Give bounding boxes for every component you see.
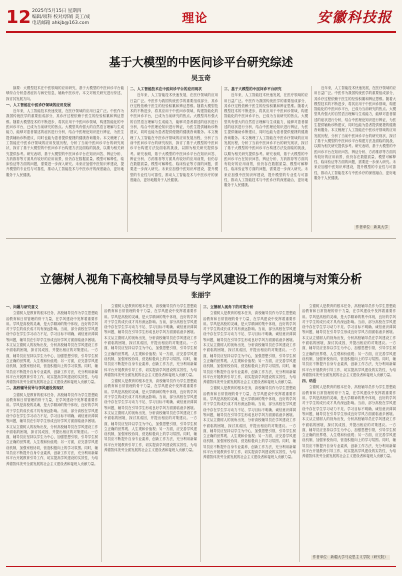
issue-meta-line: 编辑/项科 校对/郭娟 美工/成 <box>32 15 91 20</box>
column-divider <box>311 86 312 232</box>
body-text: 立德树人是教育的根本任务，高校辅导员作为学生思想政治教育和日常管理的骨干力量，在学风建设中发挥着重要作用。学风是高校的灵魂，是大学精神的集中体现，良好的学风对于学生的成长成才具有深远影响。当前，部分高校在学风建设中存在学生学习动力不足、学习目标不明确、诚信意识薄弱等问题，辅导员在引导学生形成良好学风方面面临诸多困境。本文从立德树人的视角出发，分析高校辅导员在学风建设工作中面临的困境，探讨其成因，并提出相应的对策建议。一方面，辅导员应坚持以学生为中心，加强思想引领，引导学生树立正确的世界观、人生观和价值观；另一方面，应完善学风建设机制，加强家校协同，营造积极向上的学习氛围。同时，辅导员应不断提升自身专业素养，创新工作方法，充分利用新媒体平台开展教育引导工作，切实提高学风建设的实效性，为培养德智体美劳全面发展的社会主义建设者和接班人贡献力量。 <box>302 385 396 459</box>
body-text: 近年来，人工智能技术快速发展，在医疗领域的应用日益广泛。中医作为我国传统医学的重要组成部分，其诊疗过程依赖于医生的经验积累和辨证思维。随着大模型技术的不断进步，将其应用于中医问诊领域，构建智能化的中医问诊平台，已成为当前研究的热点。大模型具有强大的自然语言理解与生成能力，能够对患者描述的症状进行分析，结合中医理论知识进行辨证，为医生提供辅助诊断建议，同时也能为患者提供便捷的健康咨询服务。本文梳理了人工智能在中医诊疗领域的应用发展历程，分析了当前中医问诊平台的研究现状，探讨了基于大模型的中医问诊平台构建方法及面临的挑战，以期为相关研究提供参考。研究表明，基于大模型的中医问诊平台在知识问答、辨证分析、方药推荐等方面具有较好的应用前景，但仍存在数据质量、模型可解释性、临床验证等方面的问题，需要进一步深入研究。未来应加强中医知识库建设，提升模型的专业性与可靠性，推动人工智能技术与中医诊疗的深度融合，更好地服务于人民健康。 <box>6 109 124 177</box>
newspaper-page <box>6 6 396 570</box>
article1-author: 吴玉奇 <box>191 74 211 82</box>
subheading: 一、人工智能在中医诊疗领域的应用发展 <box>6 102 71 107</box>
column-divider <box>299 304 300 562</box>
body-text: 近年来，人工智能技术快速发展，在医疗领域的应用日益广泛。中医作为我国传统医学的重要组成部分，其诊疗过程依赖于医生的经验积累和辨证思维。随着大模型技术的不断进步，将其应用于中医问诊领域，构建智能化的中医问诊平台，已成为当前研究的热点。大模型具有强大的自然语言理解与生成能力，能够对患者描述的症状进行分析，结合中医理论知识进行辨证，为医生提供辅助诊断建议，同时也能为患者提供便捷的健康咨询服务。本文梳理了人工智能在中医诊疗领域的应用发展历程，分析了当前中医问诊平台的研究现状，探讨了基于大模型的中医问诊平台构建方法及面临的挑战，以期为相关研究提供参考。研究表明，基于大模型的中医问诊平台在知识问答、辨证分析、方药推荐等方面具有较好的应用前景，但仍存在数据质量、模型可解释性、临床验证等方面的问题，需要进一步深入研究。未来应加强中医知识库建设，提升模型的专业性与可靠性，推动人工智能技术与中医诊疗的深度融合，更好地服务于人民健康。 <box>130 93 218 183</box>
issue-meta-line: 2025年5月15日 星期四 <box>32 9 82 14</box>
subheading: 二、人工智能技术在中医问诊平台的应用现状 <box>130 87 202 91</box>
page-number: 12 <box>6 7 32 28</box>
article2-col4 <box>302 304 396 552</box>
body-text: 近年来，人工智能技术快速发展，在医疗领域的应用日益广泛。中医作为我国传统医学的重要组成部分，其诊疗过程依赖于医生的经验积累和辨证思维。随着大模型技术的不断进步，将其应用于中医问诊领域，构建智能化的中医问诊平台，已成为当前研究的热点。大模型具有强大的自然语言理解与生成能力，能够对患者描述的症状进行分析，结合中医理论知识进行辨证，为医生提供辅助诊断建议，同时也能为患者提供便捷的健康咨询服务。本文梳理了人工智能在中医诊疗领域的应用发展历程，分析了当前中医问诊平台的研究现状，探讨了基于大模型的中医问诊平台构建方法及面临的挑战，以期为相关研究提供参考。研究表明，基于大模型的中医问诊平台在知识问答、辨证分析、方药推荐等方面具有较好的应用前景，但仍存在数据质量、模型可解释性、临床验证等方面的问题，需要进一步深入研究。未来应加强中医知识库建设，提升模型的专业性与可靠性，推动人工智能技术与中医诊疗的深度融合，更好地服务于人民健康。 <box>314 86 396 181</box>
body-text: 立德树人是教育的根本任务，高校辅导员作为学生思想政治教育和日常管理的骨干力量，在学风建设中发挥着重要作用。学风是高校的灵魂，是大学精神的集中体现，良好的学风对于学生的成长成才具有深远影响。当前，部分高校在学风建设中存在学生学习动力不足、学习目标不明确、诚信意识薄弱等问题，辅导员在引导学生形成良好学风方面面临诸多困境。本文从立德树人的视角出发，分析高校辅导员在学风建设工作中面临的困境，探讨其成因，并提出相应的对策建议。一方面，辅导员应坚持以学生为中心，加强思想引领，引导学生树立正确的世界观、人生观和价值观；另一方面，应完善学风建设机制，加强家校协同，营造积极向上的学习氛围。同时，辅导员应不断提升自身专业素养，创新工作方法，充分利用新媒体平台开展教育引导工作，切实提高学风建设的实效性，为培养德智体美劳全面发展的社会主义建设者和接班人贡献力量。 <box>203 386 296 460</box>
subheading: 三、基于大模型的中医问诊平台研究 <box>224 87 282 91</box>
body-text: 立德树人是教育的根本任务，高校辅导员作为学生思想政治教育和日常管理的骨干力量，在学风建设中发挥着重要作用。学风是高校的灵魂，是大学精神的集中体现，良好的学风对于学生的成长成才具有深远影响。当前，部分高校在学风建设中存在学生学习动力不足、学习目标不明确、诚信意识薄弱等问题，辅导员在引导学生形成良好学风方面面临诸多困境。本文从立德树人的视角出发，分析高校辅导员在学风建设工作中面临的困境，探讨其成因，并提出相应的对策建议。一方面，辅导员应坚持以学生为中心，加强思想引领，引导学生树立正确的世界观、人生观和价值观；另一方面，应完善学风建设机制，加强家校协同，营造积极向上的学习氛围。同时，辅导员应不断提升自身专业素养，创新工作方法，充分利用新媒体平台开展教育引导工作，切实提高学风建设的实效性，为培养德智体美劳全面发展的社会主义建设者和接班人贡献力量。 <box>104 304 197 377</box>
body-text: 立德树人是教育的根本任务，高校辅导员作为学生思想政治教育和日常管理的骨干力量，在学风建设中发挥着重要作用。学风是高校的灵魂，是大学精神的集中体现，良好的学风对于学生的成长成才具有深远影响。当前，部分高校在学风建设中存在学生学习动力不足、学习目标不明确、诚信意识薄弱等问题，辅导员在引导学生形成良好学风方面面临诸多困境。本文从立德树人的视角出发，分析高校辅导员在学风建设工作中面临的困境，探讨其成因，并提出相应的对策建议。一方面，辅导员应坚持以学生为中心，加强思想引领，引导学生树立正确的世界观、人生观和价值观；另一方面，应完善学风建设机制，加强家校协同，营造积极向上的学习氛围。同时，辅导员应不断提升自身专业素养，创新工作方法，充分利用新媒体平台开展教育引导工作，切实提高学风建设的实效性，为培养德智体美劳全面发展的社会主义建设者和接班人贡献力量。 <box>6 392 98 466</box>
body-text: 立德树人是教育的根本任务，高校辅导员作为学生思想政治教育和日常管理的骨干力量，在学风建设中发挥着重要作用。学风是高校的灵魂，是大学精神的集中体现，良好的学风对于学生的成长成才具有深远影响。当前，部分高校在学风建设中存在学生学习动力不足、学习目标不明确、诚信意识薄弱等问题，辅导员在引导学生形成良好学风方面面临诸多困境。本文从立德树人的视角出发，分析高校辅导员在学风建设工作中面临的困境，探讨其成因，并提出相应的对策建议。一方面，辅导员应坚持以学生为中心，加强思想引领，引导学生树立正确的世界观、人生观和价值观；另一方面，应完善学风建设机制，加强家校协同，营造积极向上的学习氛围。同时，辅导员应不断提升自身专业素养，创新工作方法，充分利用新媒体平台开展教育引导工作，切实提高学风建设的实效性，为培养德智体美劳全面发展的社会主义建设者和接班人贡献力量。 <box>302 304 396 377</box>
issue-meta-line: 电话邮箱 ahkjb@163.com <box>32 21 90 26</box>
subheading: 二、高校辅导员导与学风建设的现状 <box>6 386 64 391</box>
article1-author-note: 作者单位：新某大学 <box>355 225 388 229</box>
column-divider <box>101 304 102 562</box>
column-divider <box>221 86 222 232</box>
article2-author: 张丽宇 <box>191 291 211 299</box>
subheading: 三、立德树人视角下的对策分析 <box>203 305 254 309</box>
article1-col4 <box>314 86 396 222</box>
section-title: 理论 <box>182 11 209 25</box>
column-divider <box>127 86 128 232</box>
article1-col2 <box>130 86 218 232</box>
subheading: 四、结语 <box>302 379 317 384</box>
subheading: 一、问题与研究意义 <box>6 305 39 309</box>
article1-title: 基于大模型的中医问诊平台研究综述 <box>109 55 293 69</box>
article2-col1 <box>6 304 98 562</box>
body-text: 立德树人是教育的根本任务，高校辅导员作为学生思想政治教育和日常管理的骨干力量，在学风建设中发挥着重要作用。学风是高校的灵魂，是大学精神的集中体现，良好的学风对于学生的成长成才具有深远影响。当前，部分高校在学风建设中存在学生学习动力不足、学习目标不明确、诚信意识薄弱等问题，辅导员在引导学生形成良好学风方面面临诸多困境。本文从立德树人的视角出发，分析高校辅导员在学风建设工作中面临的困境，探讨其成因，并提出相应的对策建议。一方面，辅导员应坚持以学生为中心，加强思想引领，引导学生树立正确的世界观、人生观和价值观；另一方面，应完善学风建设机制，加强家校协同，营造积极向上的学习氛围。同时，辅导员应不断提升自身专业素养，创新工作方法，充分利用新媒体平台开展教育引导工作，切实提高学风建设的实效性，为培养德智体美劳全面发展的社会主义建设者和接班人贡献力量。 <box>104 379 197 453</box>
footer-rule <box>6 566 396 567</box>
issue-meta <box>32 9 90 27</box>
header-rule <box>6 31 396 33</box>
page-header <box>6 6 396 32</box>
article-divider <box>6 238 396 239</box>
article1-col1 <box>6 86 124 224</box>
column-divider <box>200 304 201 562</box>
article2-col2 <box>104 304 197 562</box>
body-text: 近年来，人工智能技术快速发展，在医疗领域的应用日益广泛。中医作为我国传统医学的重要组成部分，其诊疗过程依赖于医生的经验积累和辨证思维。随着大模型技术的不断进步，将其应用于中医问诊领域，构建智能化的中医问诊平台，已成为当前研究的热点。大模型具有强大的自然语言理解与生成能力，能够对患者描述的症状进行分析，结合中医理论知识进行辨证，为医生提供辅助诊断建议，同时也能为患者提供便捷的健康咨询服务。本文梳理了人工智能在中医诊疗领域的应用发展历程，分析了当前中医问诊平台的研究现状，探讨了基于大模型的中医问诊平台构建方法及面临的挑战，以期为相关研究提供参考。研究表明，基于大模型的中医问诊平台在知识问答、辨证分析、方药推荐等方面具有较好的应用前景，但仍存在数据质量、模型可解释性、临床验证等方面的问题，需要进一步深入研究。未来应加强中医知识库建设，提升模型的专业性与可靠性，推动人工智能技术与中医诊疗的深度融合，更好地服务于人民健康。 <box>224 93 308 188</box>
masthead-logo: 安徽科技报 <box>317 10 392 26</box>
body-text: 立德树人是教育的根本任务，高校辅导员作为学生思想政治教育和日常管理的骨干力量，在学风建设中发挥着重要作用。学风是高校的灵魂，是大学精神的集中体现，良好的学风对于学生的成长成才具有深远影响。当前，部分高校在学风建设中存在学生学习动力不足、学习目标不明确、诚信意识薄弱等问题，辅导员在引导学生形成良好学风方面面临诸多困境。本文从立德树人的视角出发，分析高校辅导员在学风建设工作中面临的困境，探讨其成因，并提出相应的对策建议。一方面，辅导员应坚持以学生为中心，加强思想引领，引导学生树立正确的世界观、人生观和价值观；另一方面，应完善学风建设机制，加强家校协同，营造积极向上的学习氛围。同时，辅导员应不断提升自身专业素养，创新工作方法，充分利用新媒体平台开展教育引导工作，切实提高学风建设的实效性，为培养德智体美劳全面发展的社会主义建设者和接班人贡献力量。 <box>203 311 296 385</box>
article2-col3 <box>203 304 296 562</box>
body-text: 立德树人是教育的根本任务，高校辅导员作为学生思想政治教育和日常管理的骨干力量，在学风建设中发挥着重要作用。学风是高校的灵魂，是大学精神的集中体现，良好的学风对于学生的成长成才具有深远影响。当前，部分高校在学风建设中存在学生学习动力不足、学习目标不明确、诚信意识薄弱等问题，辅导员在引导学生形成良好学风方面面临诸多困境。本文从立德树人的视角出发，分析高校辅导员在学风建设工作中面临的困境，探讨其成因，并提出相应的对策建议。一方面，辅导员应坚持以学生为中心，加强思想引领，引导学生树立正确的世界观、人生观和价值观；另一方面，应完善学风建设机制，加强家校协同，营造积极向上的学习氛围。同时，辅导员应不断提升自身专业素养，创新工作方法，充分利用新媒体平台开展教育引导工作，切实提高学风建设的实效性，为培养德智体美劳全面发展的社会主义建设者和接班人贡献力量。 <box>6 311 98 385</box>
abstract: 摘要：大模型技术在中医领域的应用研究，基于大模型的中医问诊平台能够综合分析患者症状与病史信息，辅助中医诊疗。本文对相关研究进行综述，探讨其发展方向。 <box>6 86 124 101</box>
article2-title: 立德树人视角下高校辅导员导与学风建设工作的困境与对策分析 <box>40 272 362 286</box>
article1-col3 <box>224 86 308 232</box>
article2-author-note: 作者单位：新疆大学马克思主义学院（研究院） <box>312 555 388 559</box>
